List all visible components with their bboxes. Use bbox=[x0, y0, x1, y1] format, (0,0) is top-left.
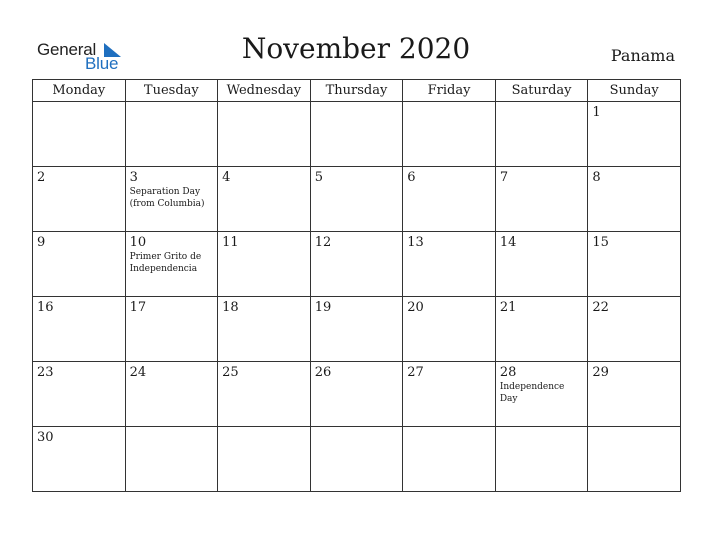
day-cell bbox=[33, 427, 126, 492]
day-number: 21 bbox=[499, 300, 517, 315]
day-number: 25 bbox=[222, 365, 239, 380]
day-cell bbox=[125, 232, 218, 297]
day-number: 28 bbox=[499, 365, 517, 380]
day-cell bbox=[310, 102, 403, 167]
day-cell bbox=[310, 167, 403, 232]
weekday-header-tuesday: Tuesday bbox=[125, 80, 218, 102]
day-cell bbox=[218, 167, 311, 232]
logo-text-blue: Blue bbox=[85, 54, 119, 73]
weekday-header-row bbox=[33, 80, 681, 102]
day-number: 13 bbox=[407, 235, 424, 250]
weekday-header-thursday: Thursday bbox=[310, 80, 403, 102]
day-number: 8 bbox=[592, 170, 601, 185]
day-cell bbox=[218, 102, 311, 167]
day-number: 14 bbox=[499, 235, 517, 250]
day-number: 3 bbox=[129, 170, 138, 185]
day-cell bbox=[403, 167, 496, 232]
week-row bbox=[33, 167, 681, 232]
day-number: 18 bbox=[222, 300, 239, 315]
day-number: 16 bbox=[37, 300, 54, 315]
day-cell bbox=[495, 232, 588, 297]
day-number: 15 bbox=[592, 235, 609, 250]
day-cell bbox=[310, 427, 403, 492]
day-cell bbox=[125, 167, 218, 232]
day-cell bbox=[33, 362, 126, 427]
day-cell bbox=[495, 167, 588, 232]
week-row bbox=[33, 102, 681, 167]
day-cell bbox=[588, 362, 681, 427]
day-cell bbox=[310, 232, 403, 297]
day-cell bbox=[588, 232, 681, 297]
day-cell bbox=[588, 427, 681, 492]
holiday-label: Separation Day (from Columbia) bbox=[129, 187, 205, 209]
week-row bbox=[33, 297, 681, 362]
day-number: 12 bbox=[314, 235, 332, 250]
day-number: 20 bbox=[407, 300, 424, 315]
week-row bbox=[33, 232, 681, 297]
day-cell bbox=[403, 102, 496, 167]
day-cell bbox=[495, 297, 588, 362]
day-number: 17 bbox=[129, 300, 147, 315]
day-number: 26 bbox=[314, 365, 332, 380]
day-number: 29 bbox=[592, 365, 609, 380]
day-cell bbox=[403, 362, 496, 427]
day-cell bbox=[588, 167, 681, 232]
day-number: 9 bbox=[37, 235, 46, 250]
day-cell bbox=[33, 167, 126, 232]
day-cell bbox=[403, 232, 496, 297]
day-cell bbox=[218, 297, 311, 362]
weekday-header-saturday: Saturday bbox=[495, 80, 588, 102]
week-row bbox=[33, 362, 681, 427]
week-row bbox=[33, 427, 681, 492]
day-number: 1 bbox=[592, 105, 601, 120]
day-number: 27 bbox=[407, 365, 424, 380]
day-number: 7 bbox=[499, 170, 509, 185]
day-number: 5 bbox=[314, 170, 323, 185]
day-cell bbox=[33, 232, 126, 297]
page-title: November 2020 bbox=[241, 32, 471, 65]
day-cell bbox=[125, 297, 218, 362]
calendar-grid bbox=[32, 79, 681, 492]
day-cell bbox=[310, 362, 403, 427]
day-cell bbox=[125, 362, 218, 427]
day-cell bbox=[218, 427, 311, 492]
day-cell bbox=[588, 102, 681, 167]
day-cell bbox=[495, 102, 588, 167]
day-cell bbox=[33, 297, 126, 362]
weekday-header-wednesday: Wednesday bbox=[218, 80, 311, 102]
weekday-header-monday: Monday bbox=[33, 80, 126, 102]
day-cell bbox=[588, 297, 681, 362]
day-number: 24 bbox=[129, 365, 147, 380]
day-number: 30 bbox=[37, 430, 54, 445]
day-cell bbox=[125, 102, 218, 167]
day-cell bbox=[125, 427, 218, 492]
day-number: 22 bbox=[592, 300, 609, 315]
day-number: 2 bbox=[37, 170, 46, 185]
day-cell bbox=[218, 232, 311, 297]
day-number: 4 bbox=[222, 170, 231, 185]
day-number: 23 bbox=[37, 365, 54, 380]
day-cell bbox=[218, 362, 311, 427]
day-number: 19 bbox=[314, 300, 332, 315]
day-cell bbox=[33, 102, 126, 167]
day-cell bbox=[403, 297, 496, 362]
day-cell bbox=[310, 297, 403, 362]
logo-text-general: General bbox=[37, 40, 97, 59]
holiday-label: Primer Grito de Independencia bbox=[129, 252, 202, 274]
day-cell bbox=[495, 362, 588, 427]
day-cell bbox=[403, 427, 496, 492]
country-label: Panama bbox=[610, 46, 675, 65]
weekday-header-friday: Friday bbox=[403, 80, 496, 102]
day-cell bbox=[495, 427, 588, 492]
day-number: 10 bbox=[129, 235, 147, 250]
day-number: 6 bbox=[407, 170, 416, 185]
holiday-label: Independence Day bbox=[499, 382, 565, 404]
weekday-header-sunday: Sunday bbox=[588, 80, 681, 102]
day-number: 11 bbox=[222, 235, 239, 250]
